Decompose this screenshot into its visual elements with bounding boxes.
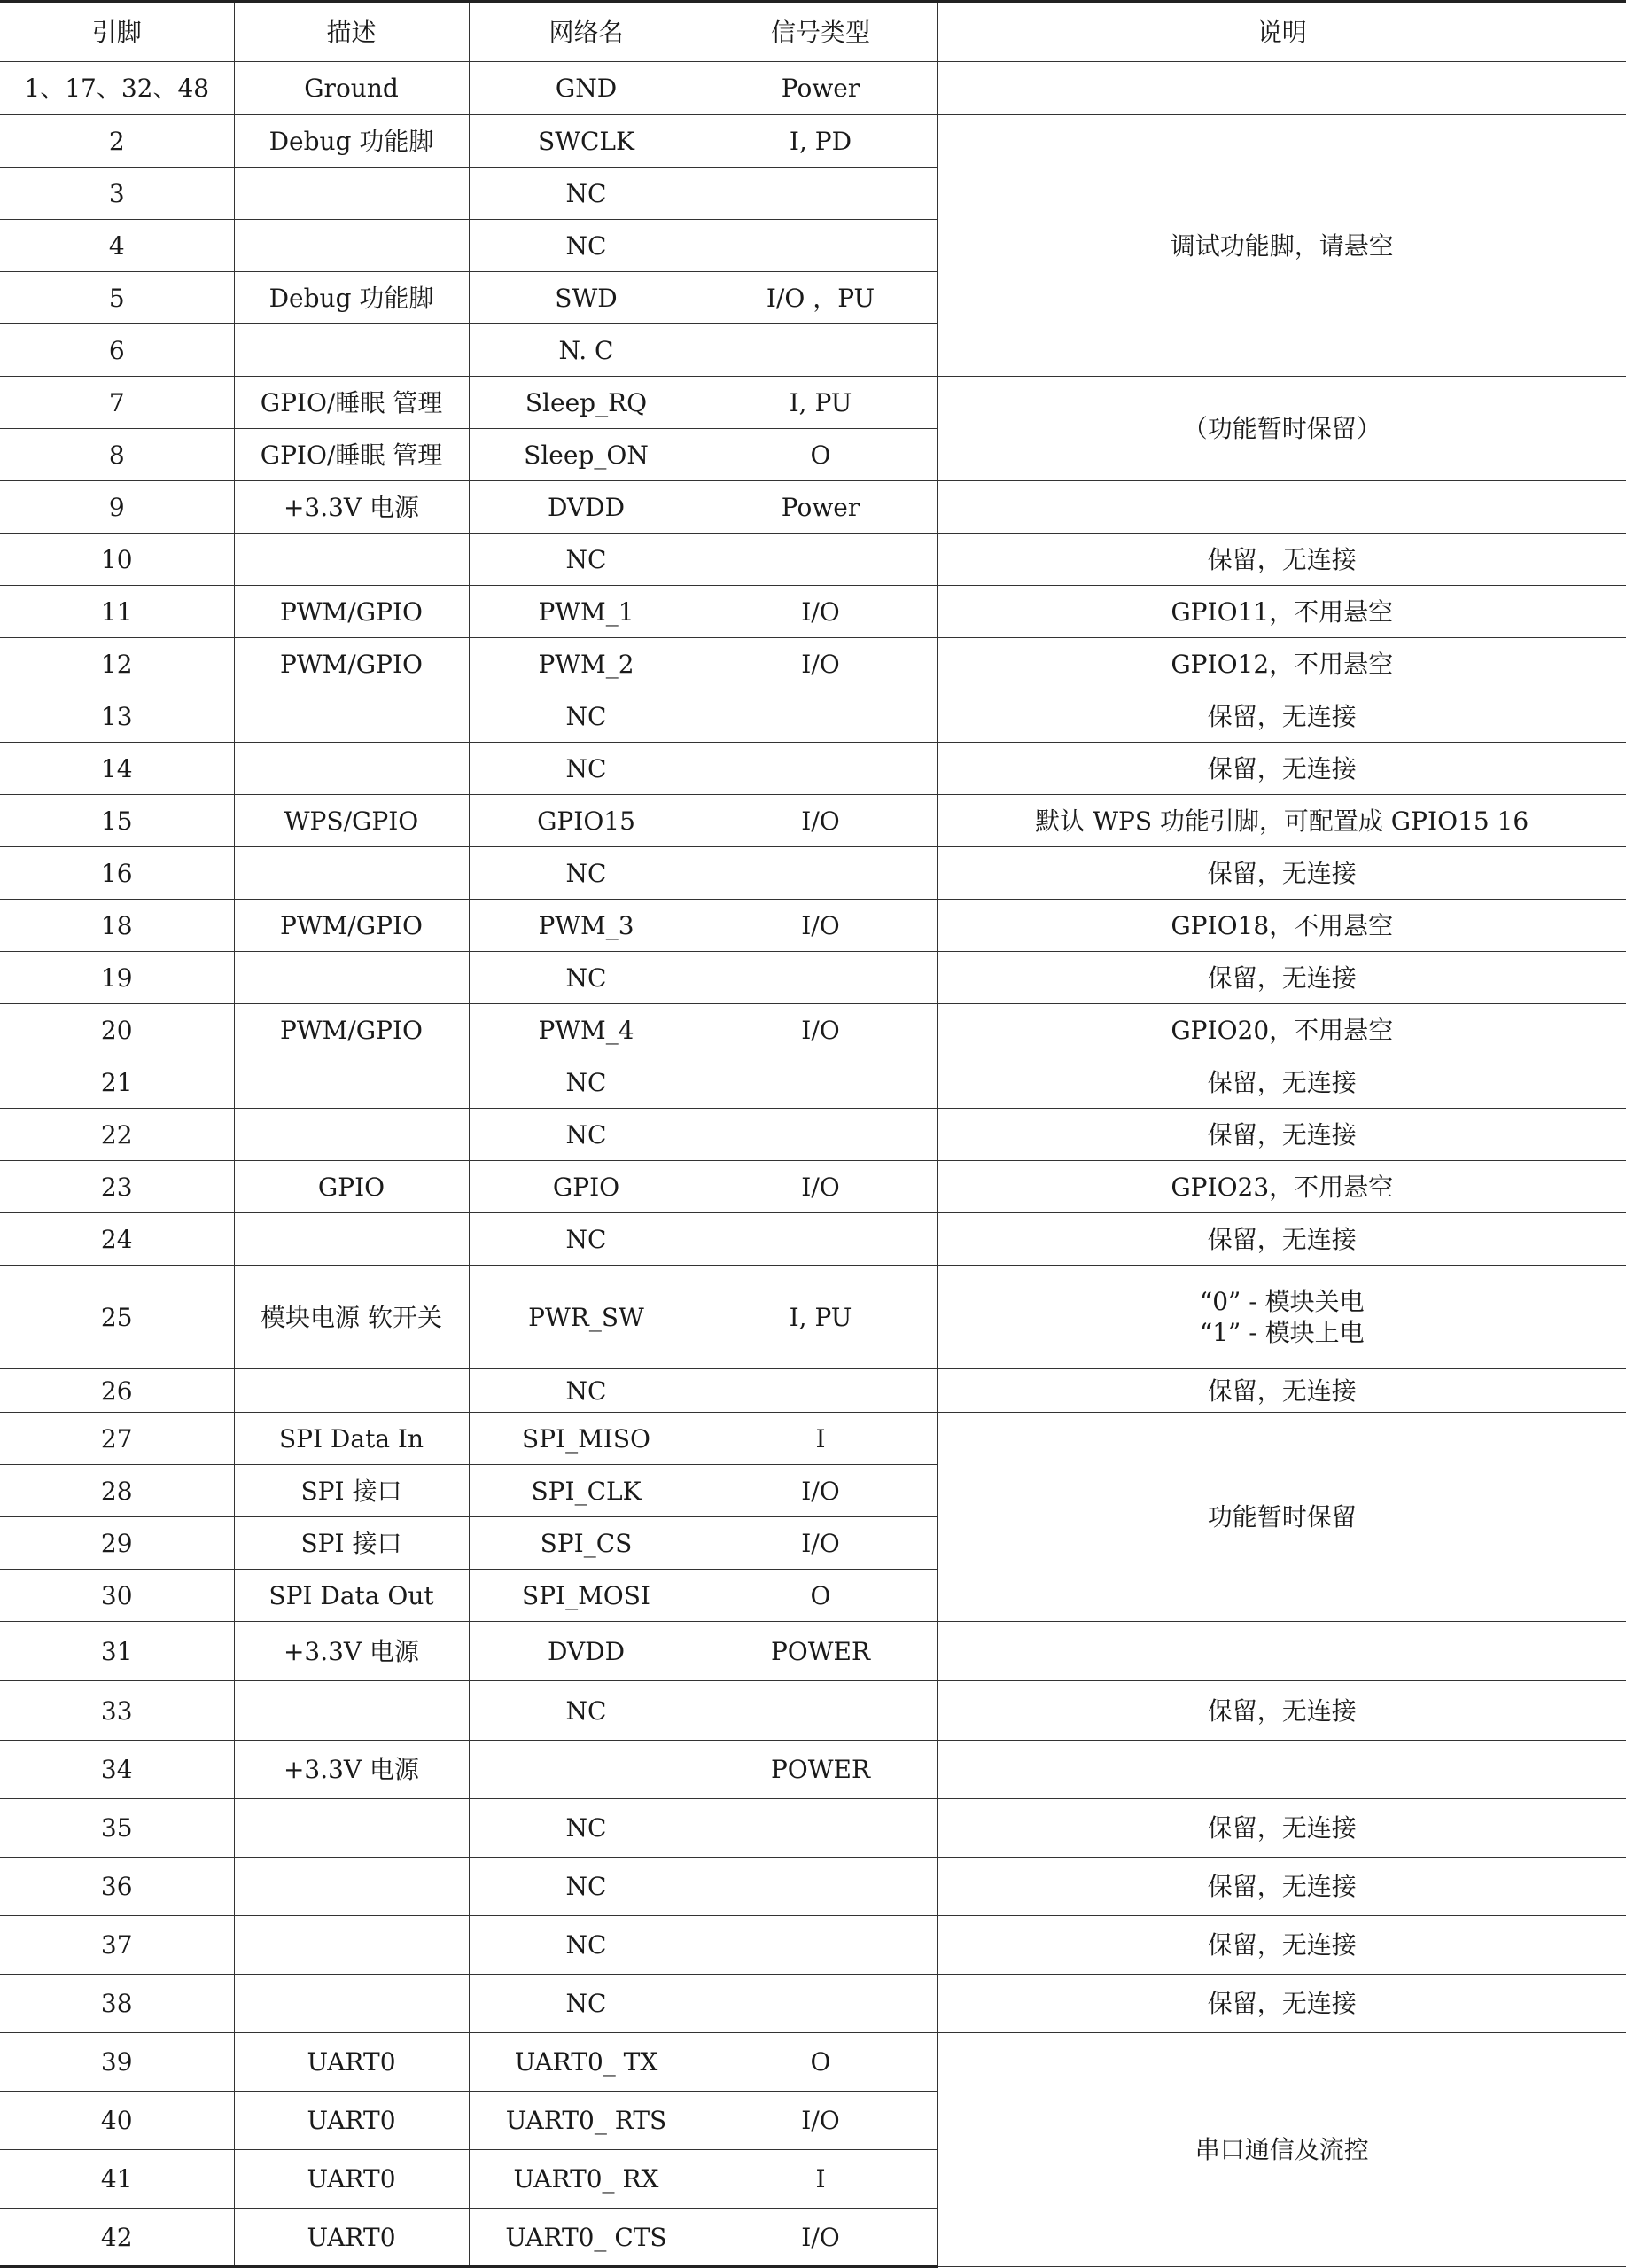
cell-pin: 27 — [0, 1413, 234, 1465]
table-row — [0, 1056, 1626, 1109]
cell-pin: 22 — [0, 1109, 234, 1161]
cell-net: Sleep_RQ — [469, 377, 704, 429]
cell-type: I/O — [704, 1517, 937, 1570]
cell-desc: +3.3V 电源 — [234, 1741, 469, 1799]
cell-desc — [234, 168, 469, 220]
cell-note: 保留，无连接 — [937, 1109, 1626, 1161]
cell-desc: SPI Data Out — [234, 1570, 469, 1622]
cell-desc: +3.3V 电源 — [234, 1622, 469, 1681]
cell-note-merged: 调试功能脚，请悬空 — [937, 115, 1626, 377]
table-row — [0, 115, 1626, 168]
table-row — [0, 1916, 1626, 1975]
cell-type: Power — [704, 481, 937, 534]
cell-pin: 36 — [0, 1858, 234, 1916]
cell-net: DVDD — [469, 481, 704, 534]
cell-type — [704, 743, 937, 795]
cell-pin: 34 — [0, 1741, 234, 1799]
cell-pin: 12 — [0, 638, 234, 690]
table-row — [0, 1975, 1626, 2033]
cell-pin: 16 — [0, 847, 234, 900]
cell-net: NC — [469, 1681, 704, 1741]
cell-net: NC — [469, 1056, 704, 1109]
cell-desc — [234, 1799, 469, 1858]
cell-type — [704, 1799, 937, 1858]
cell-desc — [234, 324, 469, 377]
table-row — [0, 1213, 1626, 1266]
table-row — [0, 377, 1626, 429]
cell-net: UART0_ TX — [469, 2033, 704, 2092]
cell-desc: PWM/GPIO — [234, 586, 469, 638]
cell-pin: 8 — [0, 429, 234, 481]
cell-desc: Debug 功能脚 — [234, 272, 469, 324]
cell-net: NC — [469, 1975, 704, 2033]
cell-type — [704, 847, 937, 900]
table-row — [0, 1622, 1626, 1681]
cell-type: I/O — [704, 900, 937, 952]
cell-desc — [234, 1056, 469, 1109]
cell-note-merged: 功能暂时保留 — [937, 1413, 1626, 1622]
table-row — [0, 1109, 1626, 1161]
table-row — [0, 1369, 1626, 1413]
cell-net: N. C — [469, 324, 704, 377]
cell-pin: 30 — [0, 1570, 234, 1622]
cell-net: NC — [469, 1369, 704, 1413]
cell-type — [704, 1858, 937, 1916]
cell-note: 保留，无连接 — [937, 743, 1626, 795]
cell-type — [704, 1916, 937, 1975]
cell-type — [704, 690, 937, 743]
cell-type: O — [704, 2033, 937, 2092]
cell-desc: UART0 — [234, 2209, 469, 2267]
cell-desc: UART0 — [234, 2150, 469, 2209]
table-row — [0, 1004, 1626, 1056]
cell-net: NC — [469, 847, 704, 900]
cell-desc — [234, 1369, 469, 1413]
cell-net: NC — [469, 1213, 704, 1266]
table-row — [0, 1413, 1626, 1465]
cell-note: 保留，无连接 — [937, 690, 1626, 743]
cell-net: UART0_ RTS — [469, 2092, 704, 2150]
table-row — [0, 1799, 1626, 1858]
cell-net: NC — [469, 690, 704, 743]
cell-net: Sleep_ON — [469, 429, 704, 481]
cell-net: PWM_4 — [469, 1004, 704, 1056]
cell-note: 保留，无连接 — [937, 952, 1626, 1004]
cell-pin: 33 — [0, 1681, 234, 1741]
cell-pin: 11 — [0, 586, 234, 638]
cell-pin: 19 — [0, 952, 234, 1004]
cell-note: 保留，无连接 — [937, 1056, 1626, 1109]
cell-type — [704, 1056, 937, 1109]
cell-type: I, PU — [704, 1266, 937, 1369]
cell-note: 保留，无连接 — [937, 1858, 1626, 1916]
cell-desc: UART0 — [234, 2092, 469, 2150]
cell-net: NC — [469, 743, 704, 795]
cell-note: 默认 WPS 功能引脚，可配置成 GPIO15 16 — [937, 795, 1626, 847]
table-row — [0, 795, 1626, 847]
cell-pin: 18 — [0, 900, 234, 952]
cell-type: I, PD — [704, 115, 937, 168]
table-header-row — [0, 2, 1626, 62]
cell-type — [704, 952, 937, 1004]
column-header: 描述 — [234, 2, 469, 62]
cell-type: I/O — [704, 638, 937, 690]
cell-pin: 38 — [0, 1975, 234, 2033]
cell-desc — [234, 690, 469, 743]
table-row — [0, 743, 1626, 795]
cell-net: SWCLK — [469, 115, 704, 168]
cell-type — [704, 534, 937, 586]
cell-note: GPIO11，不用悬空 — [937, 586, 1626, 638]
cell-note: GPIO18，不用悬空 — [937, 900, 1626, 952]
cell-note-merged: （功能暂时保留） — [937, 377, 1626, 481]
cell-type: POWER — [704, 1741, 937, 1799]
cell-type — [704, 220, 937, 272]
cell-net: SPI_MISO — [469, 1413, 704, 1465]
cell-desc: UART0 — [234, 2033, 469, 2092]
cell-note: 保留，无连接 — [937, 1975, 1626, 2033]
cell-desc — [234, 1858, 469, 1916]
cell-net: PWM_1 — [469, 586, 704, 638]
cell-type — [704, 324, 937, 377]
cell-note: 保留，无连接 — [937, 1799, 1626, 1858]
cell-type — [704, 1213, 937, 1266]
cell-desc — [234, 743, 469, 795]
cell-note — [937, 481, 1626, 534]
cell-pin: 9 — [0, 481, 234, 534]
cell-pin: 1、17、32、48 — [0, 62, 234, 115]
cell-note: 保留，无连接 — [937, 1213, 1626, 1266]
cell-net: SWD — [469, 272, 704, 324]
cell-note: GPIO23，不用悬空 — [937, 1161, 1626, 1213]
cell-note: 保留，无连接 — [937, 1681, 1626, 1741]
cell-net: DVDD — [469, 1622, 704, 1681]
cell-pin: 39 — [0, 2033, 234, 2092]
table-row — [0, 481, 1626, 534]
cell-type — [704, 1975, 937, 2033]
cell-net: NC — [469, 1109, 704, 1161]
cell-pin: 15 — [0, 795, 234, 847]
cell-pin: 42 — [0, 2209, 234, 2267]
table-row — [0, 586, 1626, 638]
cell-net: UART0_ CTS — [469, 2209, 704, 2267]
cell-type: Power — [704, 62, 937, 115]
cell-desc: SPI 接口 — [234, 1465, 469, 1517]
cell-net: PWM_3 — [469, 900, 704, 952]
cell-net: GPIO15 — [469, 795, 704, 847]
cell-desc: GPIO — [234, 1161, 469, 1213]
cell-type: I/O — [704, 795, 937, 847]
table-row — [0, 62, 1626, 115]
cell-pin: 31 — [0, 1622, 234, 1681]
cell-type — [704, 1109, 937, 1161]
note-line: “0” - 模块关电 — [1199, 1287, 1365, 1316]
cell-pin: 29 — [0, 1517, 234, 1570]
cell-net: SPI_CLK — [469, 1465, 704, 1517]
cell-net: UART0_ RX — [469, 2150, 704, 2209]
cell-type: I — [704, 2150, 937, 2209]
table-row — [0, 1858, 1626, 1916]
column-header: 网络名 — [469, 2, 704, 62]
cell-desc: PWM/GPIO — [234, 1004, 469, 1056]
cell-pin: 28 — [0, 1465, 234, 1517]
cell-type: I/O — [704, 1004, 937, 1056]
cell-net: GND — [469, 62, 704, 115]
cell-type: I/O — [704, 2092, 937, 2150]
cell-desc: +3.3V 电源 — [234, 481, 469, 534]
cell-note — [937, 1622, 1626, 1681]
column-header: 信号类型 — [704, 2, 937, 62]
cell-note — [937, 1266, 1626, 1369]
cell-desc — [234, 1681, 469, 1741]
cell-desc: SPI 接口 — [234, 1517, 469, 1570]
cell-desc — [234, 1975, 469, 2033]
cell-pin: 35 — [0, 1799, 234, 1858]
cell-pin: 14 — [0, 743, 234, 795]
table-row — [0, 952, 1626, 1004]
cell-desc: PWM/GPIO — [234, 638, 469, 690]
cell-net: NC — [469, 168, 704, 220]
cell-note — [937, 62, 1626, 115]
cell-pin: 25 — [0, 1266, 234, 1369]
cell-type: O — [704, 1570, 937, 1622]
cell-pin: 6 — [0, 324, 234, 377]
cell-type: I, PU — [704, 377, 937, 429]
cell-pin: 7 — [0, 377, 234, 429]
cell-note-merged: 串口通信及流控 — [937, 2033, 1626, 2267]
cell-desc — [234, 847, 469, 900]
cell-desc: GPIO/睡眠 管理 — [234, 429, 469, 481]
note-line: “1” - 模块上电 — [1199, 1318, 1365, 1347]
cell-note: GPIO20，不用悬空 — [937, 1004, 1626, 1056]
cell-net: NC — [469, 1858, 704, 1916]
cell-desc: Debug 功能脚 — [234, 115, 469, 168]
cell-desc: 模块电源 软开关 — [234, 1266, 469, 1369]
cell-net: NC — [469, 1799, 704, 1858]
cell-desc — [234, 1213, 469, 1266]
cell-net: NC — [469, 952, 704, 1004]
cell-type: I/O ，PU — [704, 272, 937, 324]
cell-type: POWER — [704, 1622, 937, 1681]
cell-desc: GPIO/睡眠 管理 — [234, 377, 469, 429]
table-row — [0, 1681, 1626, 1741]
column-header: 引脚 — [0, 2, 234, 62]
cell-pin: 37 — [0, 1916, 234, 1975]
cell-pin: 10 — [0, 534, 234, 586]
cell-net: PWR_SW — [469, 1266, 704, 1369]
cell-pin: 41 — [0, 2150, 234, 2209]
table-row — [0, 1161, 1626, 1213]
cell-desc — [234, 1109, 469, 1161]
cell-net: GPIO — [469, 1161, 704, 1213]
cell-pin: 13 — [0, 690, 234, 743]
cell-net: NC — [469, 534, 704, 586]
cell-type: I/O — [704, 1161, 937, 1213]
cell-net: PWM_2 — [469, 638, 704, 690]
cell-pin: 21 — [0, 1056, 234, 1109]
cell-desc — [234, 952, 469, 1004]
cell-desc: PWM/GPIO — [234, 900, 469, 952]
cell-net — [469, 1741, 704, 1799]
cell-pin: 2 — [0, 115, 234, 168]
table-row — [0, 847, 1626, 900]
table-row — [0, 1741, 1626, 1799]
cell-desc — [234, 220, 469, 272]
cell-type — [704, 168, 937, 220]
cell-type — [704, 1681, 937, 1741]
column-header: 说明 — [937, 2, 1626, 62]
cell-net: SPI_MOSI — [469, 1570, 704, 1622]
table-row — [0, 2033, 1626, 2092]
cell-note: 保留，无连接 — [937, 534, 1626, 586]
cell-note: GPIO12，不用悬空 — [937, 638, 1626, 690]
cell-type: I/O — [704, 1465, 937, 1517]
cell-desc: SPI Data In — [234, 1413, 469, 1465]
cell-pin: 40 — [0, 2092, 234, 2150]
cell-type: O — [704, 429, 937, 481]
cell-desc: WPS/GPIO — [234, 795, 469, 847]
cell-pin: 20 — [0, 1004, 234, 1056]
cell-desc: Ground — [234, 62, 469, 115]
cell-pin: 26 — [0, 1369, 234, 1413]
cell-note: 保留，无连接 — [937, 1369, 1626, 1413]
table-row — [0, 900, 1626, 952]
cell-net: SPI_CS — [469, 1517, 704, 1570]
cell-type — [704, 1369, 937, 1413]
cell-pin: 3 — [0, 168, 234, 220]
cell-pin: 23 — [0, 1161, 234, 1213]
cell-net: NC — [469, 220, 704, 272]
cell-type: I/O — [704, 2209, 937, 2267]
cell-pin: 4 — [0, 220, 234, 272]
cell-note — [937, 1741, 1626, 1799]
cell-pin: 5 — [0, 272, 234, 324]
cell-note: 保留，无连接 — [937, 1916, 1626, 1975]
table-row — [0, 690, 1626, 743]
table-row — [0, 534, 1626, 586]
cell-desc — [234, 534, 469, 586]
cell-desc — [234, 1916, 469, 1975]
cell-net: NC — [469, 1916, 704, 1975]
cell-pin: 24 — [0, 1213, 234, 1266]
table-row — [0, 638, 1626, 690]
cell-type: I — [704, 1413, 937, 1465]
cell-note: 保留，无连接 — [937, 847, 1626, 900]
cell-type: I/O — [704, 586, 937, 638]
table-row — [0, 1266, 1626, 1369]
